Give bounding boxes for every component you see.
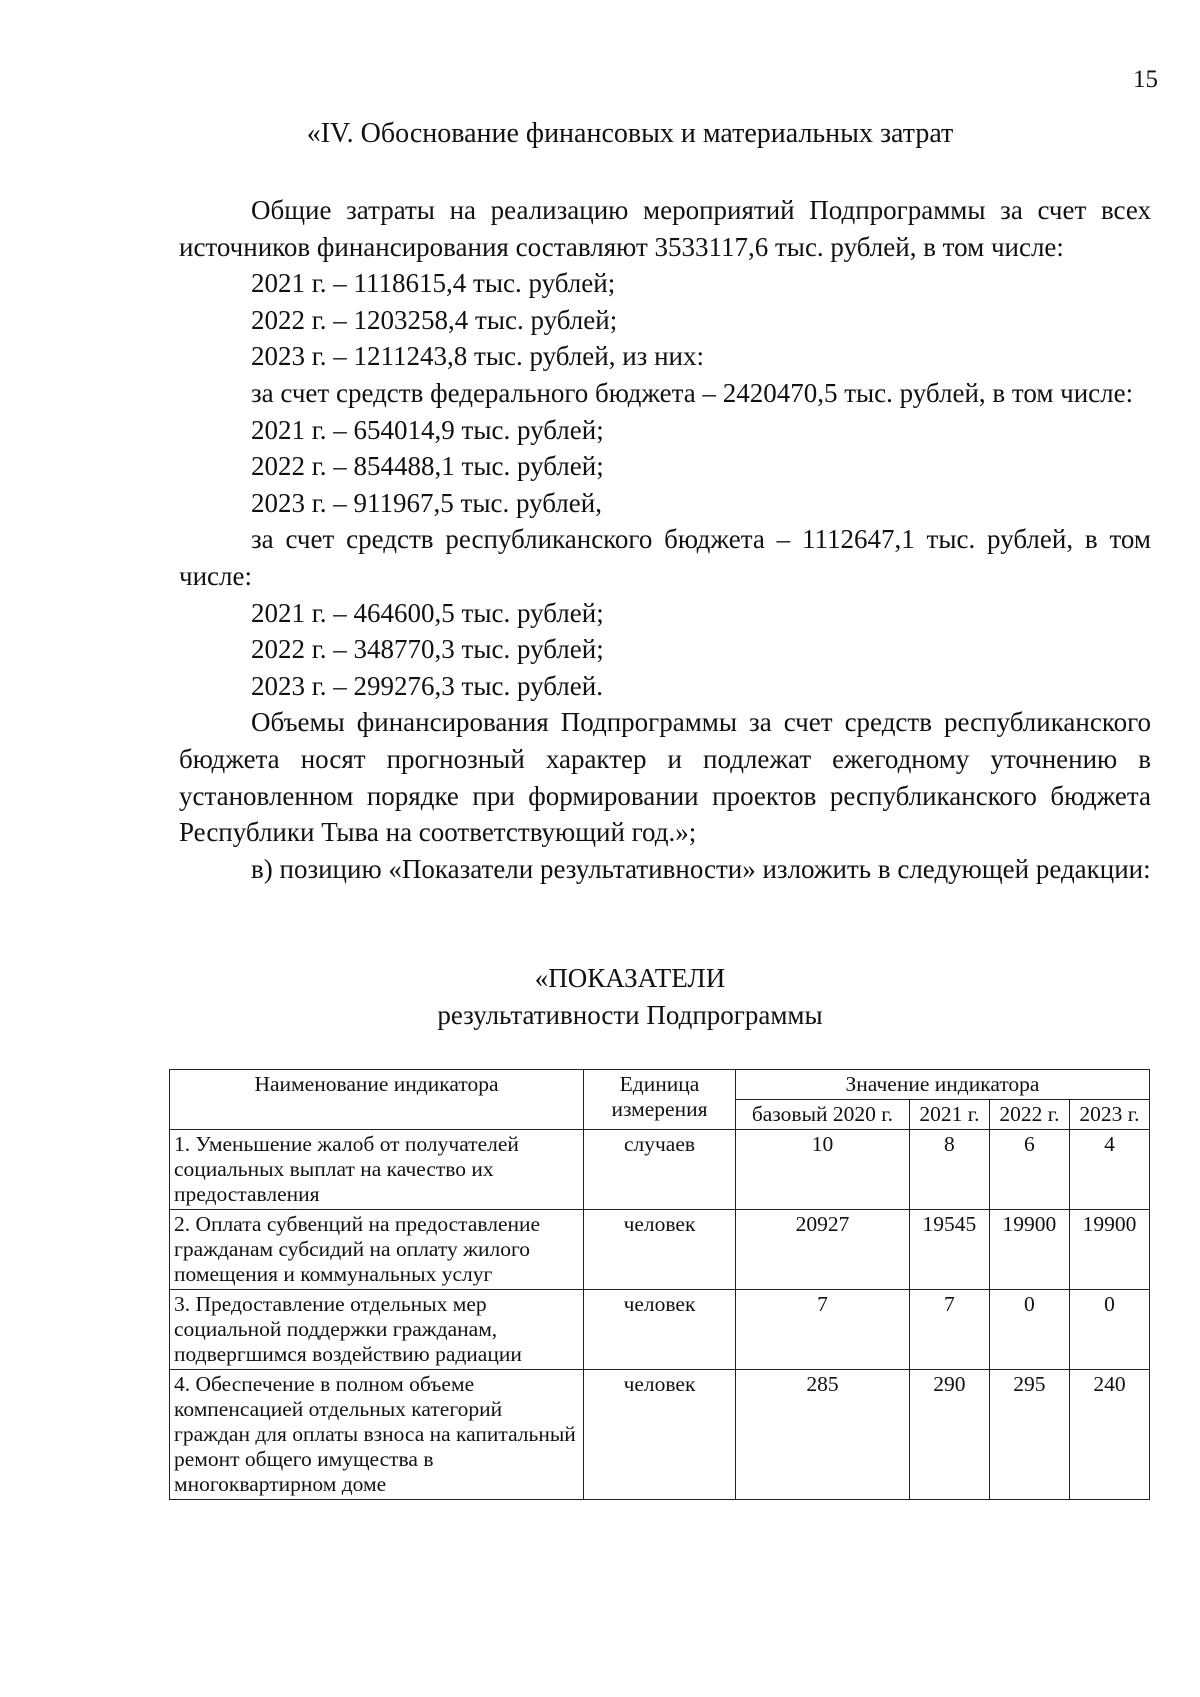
- republic-paragraph: за счет средств республиканского бюджета – 1112647,1 тыс. рублей, в том числе:: [179, 524, 1151, 591]
- row-2021: 19545: [909, 1210, 989, 1290]
- federal-line-2022: 2022 г. – 854488,1 тыс. рублей;: [251, 451, 604, 482]
- table-title-line1: «ПОКАЗАТЕЛИ: [534, 963, 726, 993]
- table-row: [170, 1370, 1150, 1500]
- federal-paragraph: за счет средств федерального бюджета – 2420470,5 тыс. рублей, в том числе:: [251, 377, 1134, 408]
- table-title: [0, 960, 1200, 1033]
- republic-line-2021: 2021 г. – 464600,5 тыс. рублей;: [251, 597, 604, 628]
- row-2021: 290: [909, 1370, 989, 1500]
- total-line-2022: 2022 г. – 1203258,4 тыс. рублей;: [251, 304, 618, 335]
- row-base: 20927: [736, 1210, 910, 1290]
- row-unit: человек: [584, 1370, 736, 1500]
- total-line-2021: 2021 г. – 1118615,4 тыс. рублей;: [251, 268, 616, 299]
- row-2023: 0: [1069, 1290, 1149, 1370]
- row-2021: 8: [909, 1130, 989, 1210]
- table-header-row-1: [170, 1070, 1150, 1100]
- total-line-2023: 2023 г. – 1211243,8 тыс. рублей, из них:: [251, 341, 704, 372]
- row-2023: 4: [1069, 1130, 1149, 1210]
- row-2022: 0: [989, 1290, 1069, 1370]
- table-title-line2: результативности Подпрограммы: [437, 999, 823, 1030]
- table-row: [170, 1130, 1150, 1210]
- federal-line-2023: 2023 г. – 911967,5 тыс. рублей,: [251, 487, 602, 518]
- table-row: [170, 1210, 1150, 1290]
- row-unit: случаев: [584, 1130, 736, 1210]
- row-2023: 19900: [1069, 1210, 1149, 1290]
- header-values-group: Значение индикатора: [736, 1070, 1150, 1100]
- header-name: Наименование индикатора: [170, 1070, 584, 1130]
- row-2021: 7: [909, 1290, 989, 1370]
- body-text: [179, 192, 1151, 887]
- header-base: базовый 2020 г.: [736, 1100, 910, 1130]
- header-2021: 2021 г.: [909, 1100, 989, 1130]
- row-base: 7: [736, 1290, 910, 1370]
- republic-line-2023: 2023 г. – 299276,3 тыс. рублей.: [251, 670, 603, 701]
- row-unit: человек: [584, 1210, 736, 1290]
- federal-line-2021: 2021 г. – 654014,9 тыс. рублей;: [251, 414, 604, 445]
- row-base: 285: [736, 1370, 910, 1500]
- row-2023: 240: [1069, 1370, 1149, 1500]
- indicators-table: [169, 1069, 1150, 1500]
- header-2023: 2023 г.: [1069, 1100, 1149, 1130]
- header-2022: 2022 г.: [989, 1100, 1069, 1130]
- forecast-paragraph: Объемы финансирования Подпрограммы за счет средств республиканского бюджета носят прогнозный характер и подлежат ежегодному уточнению в установленном порядке при формировании проектов республиканского бюджета Республики Тыва на соответствующий год.»;: [179, 707, 1151, 848]
- row-2022: 19900: [989, 1210, 1069, 1290]
- row-base: 10: [736, 1130, 910, 1210]
- row-2022: 295: [989, 1370, 1069, 1500]
- row-name: 4. Обеспечение в полном объеме компенсацией отдельных категорий граждан для оплаты взноса на капитальный ремонт общего имущества в многоквартирном доме: [170, 1370, 584, 1500]
- section-title: «IV. Обоснование финансовых и материальных затрат: [306, 118, 954, 149]
- row-name: 2. Оплата субвенций на предоставление гражданам субсидий на оплату жилого помещения и коммунальных услуг: [170, 1210, 584, 1290]
- row-name: 1. Уменьшение жалоб от получателей социальных выплат на качество их предоставления: [170, 1130, 584, 1210]
- header-unit: Единица измерения: [584, 1070, 736, 1130]
- row-unit: человек: [584, 1290, 736, 1370]
- row-name: 3. Предоставление отдельных мер социальной поддержки гражданам, подвергшимся воздействию радиации: [170, 1290, 584, 1370]
- republic-line-2022: 2022 г. – 348770,3 тыс. рублей;: [251, 634, 604, 665]
- table-row: [170, 1290, 1150, 1370]
- intro-paragraph: Общие затраты на реализацию мероприятий Подпрограммы за счет всех источников финансирования составляют 3533117,6 тыс. рублей, в том числе:: [179, 195, 1151, 262]
- row-2022: 6: [989, 1130, 1069, 1210]
- page-number: 15: [1133, 66, 1158, 93]
- amend-paragraph: в) позицию «Показатели результативности» изложить в следующей редакции:: [251, 853, 1151, 884]
